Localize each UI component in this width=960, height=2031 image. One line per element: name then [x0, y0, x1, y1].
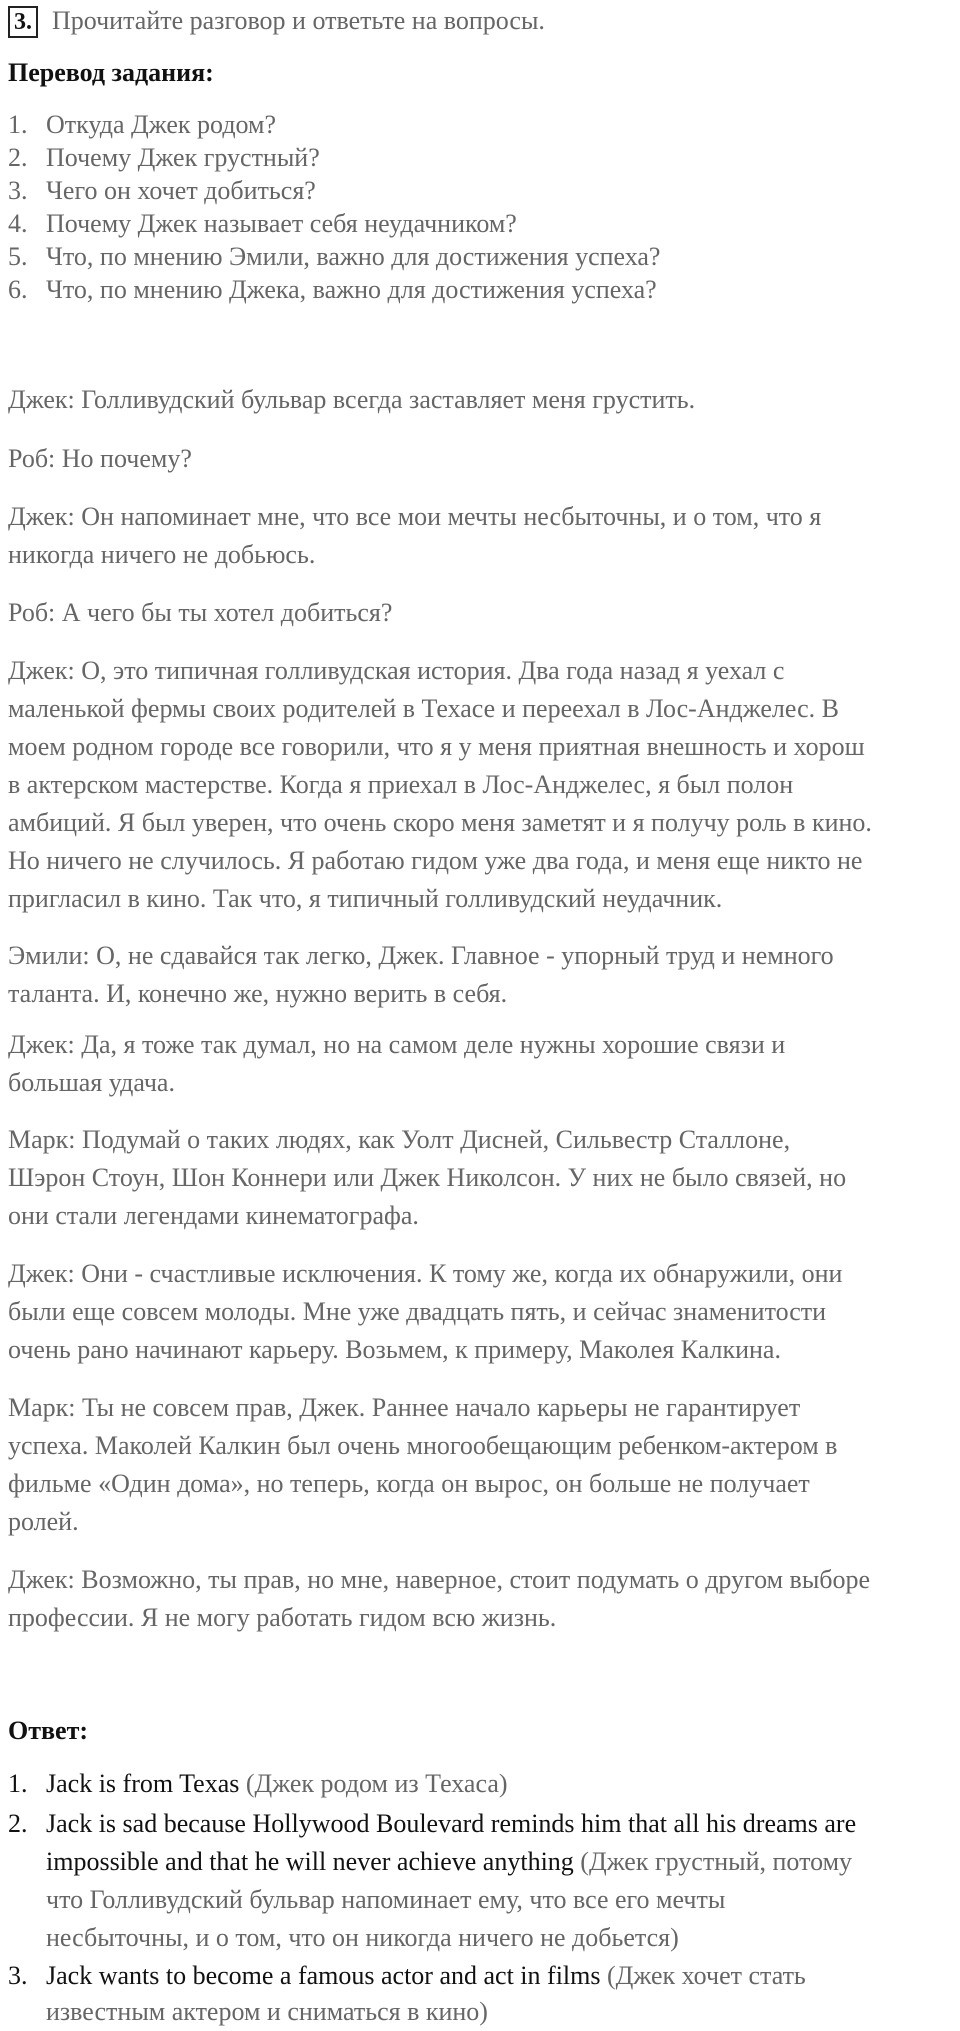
answer-item	[8, 1957, 806, 1995]
answer-english: Jack wants to become a famous actor and act in films	[46, 1961, 601, 1990]
answer-english: Jack is from Texas	[46, 1769, 240, 1798]
answer-russian: известным актером и сниматься в кино)	[46, 1997, 488, 2026]
dialogue-line: Джек: Да, я тоже так думал, но на самом деле нужны хорошие связи и	[8, 1030, 786, 1059]
question-number: 6.	[8, 275, 28, 304]
dialogue-line: успеха. Маколей Калкин был очень многообещающим ребенком-актером в	[8, 1431, 838, 1460]
dialogue-line: Шэрон Стоун, Шон Коннери или Джек Николсон. У них не было связей, но	[8, 1163, 847, 1192]
answer-number: 3.	[8, 1961, 28, 1990]
question-number: 5.	[8, 242, 28, 271]
question-text: Что, по мнению Джека, важно для достижения успеха?	[46, 275, 657, 304]
question-number: 4.	[8, 209, 28, 238]
dialogue-line: они стали легендами кинематографа.	[8, 1201, 419, 1230]
question-text: Почему Джек называет себя неудачником?	[46, 209, 517, 238]
dialogue-line: Марк: Подумай о таких людях, как Уолт Дисней, Сильвестр Сталлоне,	[8, 1125, 791, 1154]
dialogue-line: Эмили: О, не сдавайся так легко, Джек. Главное - упорный труд и немного	[8, 941, 834, 970]
dialogue-line: профессии. Я не могу работать гидом всю жизнь.	[8, 1603, 557, 1632]
dialogue-line: ролей.	[8, 1507, 79, 1536]
question-text: Откуда Джек родом?	[46, 110, 277, 139]
answer-item	[8, 1765, 508, 1803]
answer-russian: (Джек родом из Техаса)	[239, 1769, 508, 1798]
dialogue-line: таланта. И, конечно же, нужно верить в себя.	[8, 979, 508, 1008]
dialogue-line: Джек: О, это типичная голливудская история. Два года назад я уехал с	[8, 656, 785, 685]
answer-russian: несбыточны, и о том, что он никогда ничего не добьется)	[46, 1923, 679, 1952]
task-header	[8, 2, 545, 40]
answer-item-continuation	[46, 1843, 852, 1881]
dialogue-line: никогда ничего не добьюсь.	[8, 540, 316, 569]
dialogue-line: Джек: Возможно, ты прав, но мне, наверное, стоит подумать о другом выборе	[8, 1565, 871, 1594]
answer-heading: Ответ:	[8, 1716, 89, 1745]
dialogue-line: Марк: Ты не совсем прав, Джек. Раннее начало карьеры не гарантирует	[8, 1393, 801, 1422]
answer-number: 1.	[8, 1769, 28, 1798]
dialogue-line: моем родном городе все говорили, что я у меня приятная внешность и хорош	[8, 732, 865, 761]
dialogue-line: пригласил в кино. Так что, я типичный голливудский неудачник.	[8, 884, 723, 913]
dialogue-line: Роб: Но почему?	[8, 444, 192, 473]
answer-russian: (Джек хочет стать	[600, 1961, 806, 1990]
task-number: 3.	[8, 6, 38, 38]
dialogue-line: были еще совсем молоды. Мне уже двадцать пять, и сейчас знаменитости	[8, 1297, 827, 1326]
question-text: Что, по мнению Эмили, важно для достижения успеха?	[46, 242, 661, 271]
answer-item	[8, 1805, 856, 1843]
dialogue-line: Джек: Они - счастливые исключения. К тому же, когда их обнаружили, они	[8, 1259, 843, 1288]
question-number: 2.	[8, 143, 28, 172]
dialogue-line: маленькой фермы своих родителей в Техасе и переехал в Лос-Анджелес. В	[8, 694, 839, 723]
task-instruction: Прочитайте разговор и ответьте на вопросы.	[52, 6, 545, 35]
dialogue-line: амбиций. Я был уверен, что очень скоро меня заметят и я получу роль в кино.	[8, 808, 872, 837]
dialogue-line: в актерском мастерстве. Когда я приехал в Лос-Анджелес, я был полон	[8, 770, 794, 799]
answer-russian: что Голливудский бульвар напоминает ему, что все его мечты	[46, 1885, 726, 1914]
answer-english: Jack is sad because Hollywood Boulevard reminds him that all his dreams are	[46, 1809, 857, 1838]
answer-russian: (Джек грустный, потому	[573, 1847, 853, 1876]
answer-english: impossible and that he will never achieve anything	[46, 1847, 574, 1876]
dialogue-line: Джек: Голливудский бульвар всегда заставляет меня грустить.	[8, 385, 696, 414]
question-item	[8, 271, 657, 309]
dialogue-line: Но ничего не случилось. Я работаю гидом уже два года, и меня еще никто не	[8, 846, 863, 875]
dialogue-line: очень рано начинают карьеру. Возьмем, к примеру, Маколея Калкина.	[8, 1335, 781, 1364]
translation-heading: Перевод задания:	[8, 58, 214, 87]
question-text: Почему Джек грустный?	[46, 143, 320, 172]
answer-number: 2.	[8, 1809, 28, 1838]
dialogue-line: Роб: А чего бы ты хотел добиться?	[8, 598, 393, 627]
dialogue-line: фильме «Один дома», но теперь, когда он вырос, он больше не получает	[8, 1469, 810, 1498]
question-number: 3.	[8, 176, 28, 205]
dialogue-line: большая удача.	[8, 1068, 175, 1097]
dialogue-line: Джек: Он напоминает мне, что все мои мечты несбыточны, и о том, что я	[8, 502, 822, 531]
question-text: Чего он хочет добиться?	[46, 176, 316, 205]
question-number: 1.	[8, 110, 28, 139]
